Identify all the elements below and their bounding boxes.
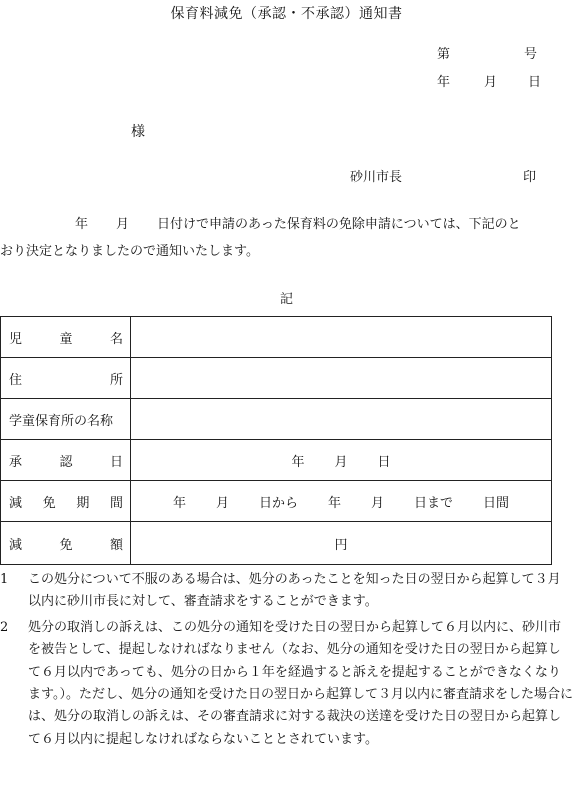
note-number: 2: [0, 619, 9, 635]
table-row: [1, 481, 552, 522]
recipient-honorific: 様: [131, 124, 145, 140]
child-name-field[interactable]: [131, 317, 552, 358]
table-row: [1, 399, 552, 440]
ki-heading: 記: [279, 292, 293, 307]
list-item: [0, 569, 573, 614]
note-text: 処分の取消しの訴えは、この処分の通知を受けた日の翌日から起算して６月以内に、砂川市を被告として、提起しなければなりません（なお、処分の通知を受けた日の翌日から起算して６月以内であっても、処分の日から１年を経過すると訴えを提起することができなくなります。）。ただし、処分の通知を受けた日の翌日から起算して３月以内に審査請求をした場合には、処分の取消しの訴えは、その審査請求に対する裁決の送達を受けた日の翌日から起算して６月以内に提起しなければならないこととされています。: [28, 619, 573, 747]
seal-mark: 印: [523, 170, 537, 185]
table-row: [1, 317, 552, 358]
amount-field[interactable]: 円: [131, 522, 552, 565]
number-suffix: 号: [524, 47, 538, 62]
body-line-1: [0, 211, 573, 238]
body-year: 年: [75, 217, 89, 232]
document-date: [437, 71, 541, 90]
table-row: [1, 440, 552, 481]
list-item: [0, 617, 573, 751]
document-title: 保育料減免（承認・不承認）通知書: [170, 6, 403, 22]
row-label: 児 童 名: [1, 317, 131, 358]
row-label: 住 所: [1, 358, 131, 399]
note-number: 1: [0, 572, 9, 587]
notes-section: [0, 569, 573, 751]
number-prefix: 第: [437, 47, 451, 62]
table-row: [1, 358, 552, 399]
body-paragraph: [0, 211, 573, 265]
approval-date-field[interactable]: 年 月 日: [131, 440, 552, 481]
row-label: 減 免 額: [1, 522, 131, 565]
date-year: 年: [437, 75, 451, 90]
body-line-2: おり決定となりましたので通知いたします。: [0, 244, 259, 259]
row-label: 承 認 日: [1, 440, 131, 481]
row-label: 学童保育所の名称: [1, 399, 131, 440]
address-field[interactable]: [131, 358, 552, 399]
note-text: この処分について不服のある場合は、処分のあったことを知った日の翌日から起算して３月以内に砂川市長に対して、審査請求をすることができます。: [28, 572, 561, 610]
period-field[interactable]: 年 月 日から 年 月 日まで 日間: [131, 481, 552, 522]
body-text-1: 日付けで申請のあった保育料の免除申請については、下記のと: [157, 217, 521, 232]
date-day: 日: [528, 75, 542, 90]
facility-name-field[interactable]: [131, 399, 552, 440]
issuer-name: 砂川市長: [350, 170, 403, 185]
info-table: [0, 316, 552, 565]
body-month: 月: [116, 217, 130, 232]
document-number: [437, 43, 538, 62]
date-month: 月: [484, 75, 498, 90]
row-label: 減 免 期 間: [1, 481, 131, 522]
table-row: [1, 522, 552, 565]
